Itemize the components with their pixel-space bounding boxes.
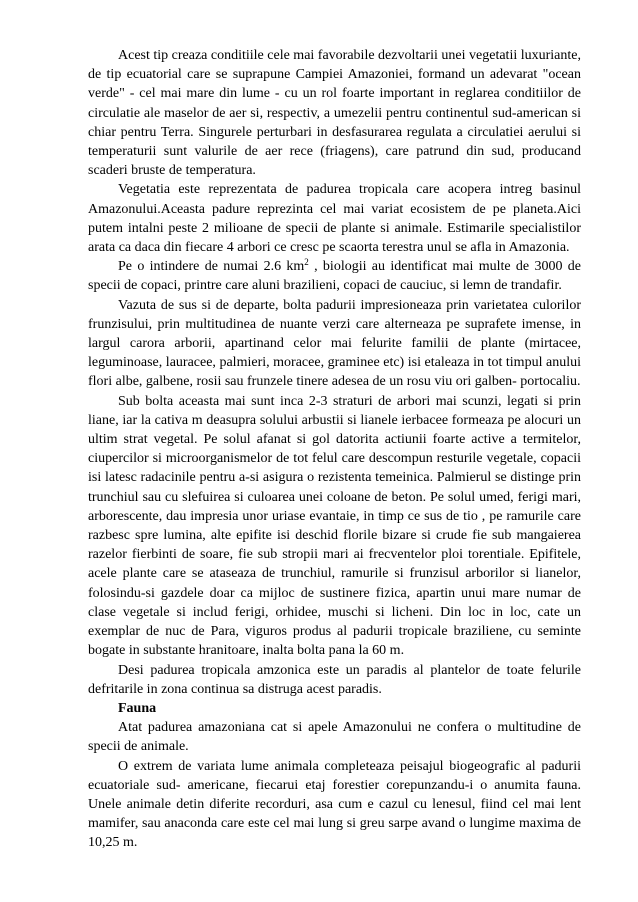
paragraph-forest-layers: Sub bolta aceasta mai sunt inca 2-3 straturi de arbori mai scunzi, legati si prin liane, iar la cativa m deasupra solului arbustii si lianele ierbacee formeaza pe alocuri un ultim strat vegetal. Pe solul afanat si gol datorita actiunii foarte active a termitelor, ciupercilor si microorganismelor de tot felul care descompun resturile vegetale, copacii isi latesc radacinile pentru a-si asigura o rezistenta temeinica. Palmierul se distinge prin trunchiul sau cu slefuirea si culoarea unei coloane de beton. Pe solul umed, ferigi mari, arborescente, dau impresia unor uriase evantaie, in timp ce sus de tio , pe ramurile care razbesc spre lumina, alte epifite isi deschid florile bizare si crude fie sub mangaierea razelor fierbinti de soare, fie sub stropii mari ai frecventelor ploi torentiale. Epifitele, acele plante care se ataseaza de trunchiul, ramurile si frunzisul arborilor si lianelor, folosindu-si gazdele doar ca mijloc de sustinere fizica, apartin unui mare numar de clase vegetale si includ ferigi, orhidee, muschi si licheni. Din loc in loc, cate un exemplar de nuc de Para, viguros produs al padurii tropicale braziliene, cu seminte bogate in substante hranitoare, inalta bolta pana la 60 m. (88, 393, 581, 659)
paragraph-tree-species-end: , biologii au identificat mai multe de 3000 de specii de copaci, printre care aluni brazilieni, copaci de cauciuc, si lemn de trandafir. (88, 259, 581, 294)
paragraph-deforestation: Desi padurea tropicala amzonica este un paradis al plantelor de toate felurile defritarile in zona continua sa distruga acest paradis. (88, 662, 581, 697)
section-heading-fauna: Fauna (118, 700, 157, 716)
paragraph-climate-vegetation: Acest tip creaza conditiile cele mai favorabile dezvoltarii unei vegetatii luxuriante, de tip ecuatorial care se suprapune Campiei Amazoniei, formand un adevarat "ocean verde" - cel mai mare din lume - cu un rol foarte important in reglarea conditiilor de circulatie ale maselor de aer si, respectiv, a umezelii pentru continentul sud-american si chiar pentru Terra. Singurele perturbari in desfasurarea regulata a circulatiei aerului si temperaturii sunt valurile de aer rece (friagens), care patrund din sud, producand scaderi bruste de temperatura. (88, 48, 581, 179)
superscript-squared: 2 (304, 257, 309, 268)
paragraph-animal-species: Atat padurea amazoniana cat si apele Amazonului ne confera o multitudine de specii de animale. (88, 720, 581, 755)
paragraph-tree-species-start: Pe o intindere de numai 2.6 km (118, 259, 305, 275)
paragraph-animal-records: O extrem de variata lume animala completeaza peisajul biogeografic al padurii ecuatoriale sud- americane, fiecarui etaj forestier corepunzandu-i o anumita fauna. Unele animale detin diferite recorduri, asa cum e cazul cu lenesul, fiind cel mai lent mamifer, sau anaconda care este cel mai lung si greu sarpe avand o lungime maxima de 10,25 m. (88, 758, 581, 851)
paragraph-tree-species (88, 257, 581, 295)
paragraph-amazon-forest: Vegetatia este reprezentata de padurea tropicala care acopera intreg basinul Amazonului.Aceasta padure reprezinta cel mai variat ecosistem de pe planeta.Aici putem intalni peste 2 milioane de specii de plante si animale. Estimarile specialistilor arata ca daca din fiecare 4 arbori ce cresc pe scaorta terestra unul se afla in Amazonia. (88, 182, 581, 256)
paragraph-canopy-colors: Vazuta de sus si de departe, bolta padurii impresioneaza prin varietatea culorilor frunzisului, prin multitudinea de nuante verzi care alterneaza pe suprafete imense, in largul carora arborii, apartinand celor mai felurite familii de plante (mirtacee, leguminoase, lauracee, palmieri, moracee, graminee etc) isi etaleaza in tot timpul anului flori albe, galbene, rosii sau frunzele tinere adesea de un rosu viu ori galben- portocaliu. (88, 297, 581, 390)
